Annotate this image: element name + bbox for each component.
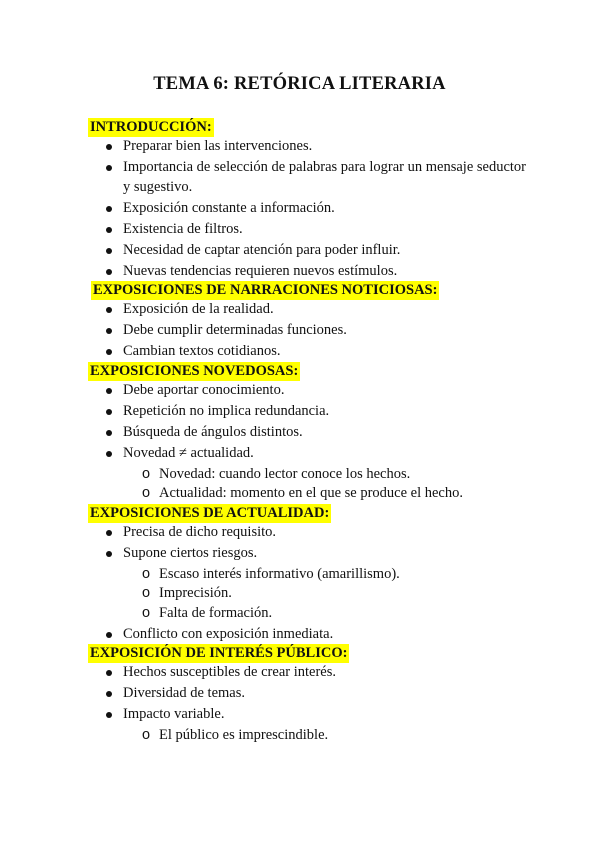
bullet-icon (106, 430, 112, 436)
bullet-icon (106, 349, 112, 355)
bullet-icon (106, 269, 112, 275)
list-item-text: Necesidad de captar atención para poder influir. (123, 241, 401, 258)
circle-bullet-icon: o (142, 465, 151, 482)
list-item (0, 444, 599, 464)
list-item (0, 158, 599, 197)
list-item-text: Búsqueda de ángulos distintos. (123, 423, 303, 440)
list-item-text: Cambian textos cotidianos. (123, 343, 281, 359)
list-item-text: Exposición de la realidad. (123, 301, 274, 317)
bullet-icon (106, 248, 112, 254)
list-item-text: Conflicto con exposición inmediata. (123, 625, 334, 642)
list-item-text: Repetición no implica redundancia. (123, 402, 330, 419)
list-item (0, 137, 599, 157)
list-item (0, 523, 599, 543)
sub-list-item (0, 604, 599, 624)
list-item (0, 663, 599, 683)
sub-list-item (0, 584, 599, 604)
bullet-list (0, 300, 599, 362)
sub-list-item (0, 565, 599, 585)
circle-bullet-icon: o (142, 585, 151, 601)
section-heading: EXPOSICIONES DE ACTUALIDAD: (90, 504, 330, 521)
bullet-icon (106, 691, 112, 697)
list-item-text: Debe aportar conocimiento. (123, 381, 285, 398)
circle-bullet-icon: o (142, 604, 151, 621)
list-item-text: Debe cumplir determinadas funciones. (123, 322, 347, 338)
list-item (0, 300, 599, 320)
list-item-text: Importancia de selección de palabras para lograr un mensaje seductor y sugestivo. (123, 159, 526, 195)
sub-list-item-text: Actualidad: momento en el que se produce el hecho. (159, 485, 463, 501)
section-heading: EXPOSICIONES DE NARRACIONES NOTICIOSAS: (93, 282, 438, 298)
list-item (0, 705, 599, 725)
list-item (0, 342, 599, 362)
bullet-list (0, 137, 599, 281)
list-item (0, 544, 599, 564)
section-heading: EXPOSICIONES NOVEDOSAS: (90, 362, 299, 379)
sub-list-item-text: Novedad: cuando lector conoce los hechos. (159, 465, 411, 482)
section (0, 118, 599, 281)
sub-list-item-text: Falta de formación. (159, 604, 273, 621)
bullet-icon (106, 307, 112, 313)
list-item (0, 684, 599, 704)
document-body (0, 118, 599, 746)
bullet-icon (106, 670, 112, 676)
list-item-text: Novedad ≠ actualidad. (123, 444, 254, 461)
sub-list-item (0, 726, 599, 746)
section (0, 504, 599, 645)
circle-bullet-icon: o (142, 727, 151, 743)
bullet-icon (106, 206, 112, 212)
circle-bullet-icon: o (142, 565, 151, 582)
list-item-text: Precisa de dicho requisito. (123, 523, 277, 540)
list-item-text: Exposición constante a información. (123, 199, 335, 216)
list-item-text: Impacto variable. (123, 706, 225, 722)
bullet-icon (106, 551, 112, 557)
bullet-icon (106, 328, 112, 334)
bullet-list (0, 523, 599, 645)
list-item (0, 220, 599, 240)
bullet-icon (106, 451, 112, 457)
list-item-text: Preparar bien las intervenciones. (123, 138, 313, 154)
list-item (0, 321, 599, 341)
bullet-icon (106, 388, 112, 394)
bullet-list (0, 381, 599, 504)
list-item (0, 423, 599, 443)
list-item-text: Nuevas tendencias requieren nuevos estímulos. (123, 262, 398, 279)
sub-list-item-text: El público es imprescindible. (159, 727, 329, 743)
list-item-text: Diversidad de temas. (123, 685, 246, 701)
circle-bullet-icon: o (142, 485, 151, 501)
bullet-icon (106, 409, 112, 415)
section-heading: INTRODUCCIÓN: (90, 119, 212, 135)
bullet-icon (106, 227, 112, 233)
section (0, 281, 599, 362)
section (0, 644, 599, 746)
bullet-list (0, 663, 599, 746)
list-item (0, 199, 599, 219)
page-title: TEMA 6: RETÓRICA LITERARIA (153, 74, 446, 94)
list-item-text: Hechos susceptibles de crear interés. (123, 664, 336, 680)
list-item (0, 262, 599, 282)
list-item (0, 402, 599, 422)
bullet-icon (106, 144, 112, 150)
bullet-icon (106, 712, 112, 718)
list-item-text: Supone ciertos riesgos. (123, 544, 258, 561)
section-heading: EXPOSICIÓN DE INTERÉS PÚBLICO: (90, 645, 348, 661)
sub-list-item-text: Imprecisión. (159, 585, 232, 601)
section (0, 362, 599, 504)
list-item-text: Existencia de filtros. (123, 220, 243, 237)
sub-list-item (0, 484, 599, 504)
list-item (0, 381, 599, 401)
bullet-icon (106, 632, 112, 638)
sub-list-item-text: Escaso interés informativo (amarillismo). (159, 565, 400, 582)
list-item (0, 241, 599, 261)
list-item (0, 625, 599, 645)
sub-list-item (0, 465, 599, 485)
bullet-icon (106, 165, 112, 171)
bullet-icon (106, 530, 112, 536)
